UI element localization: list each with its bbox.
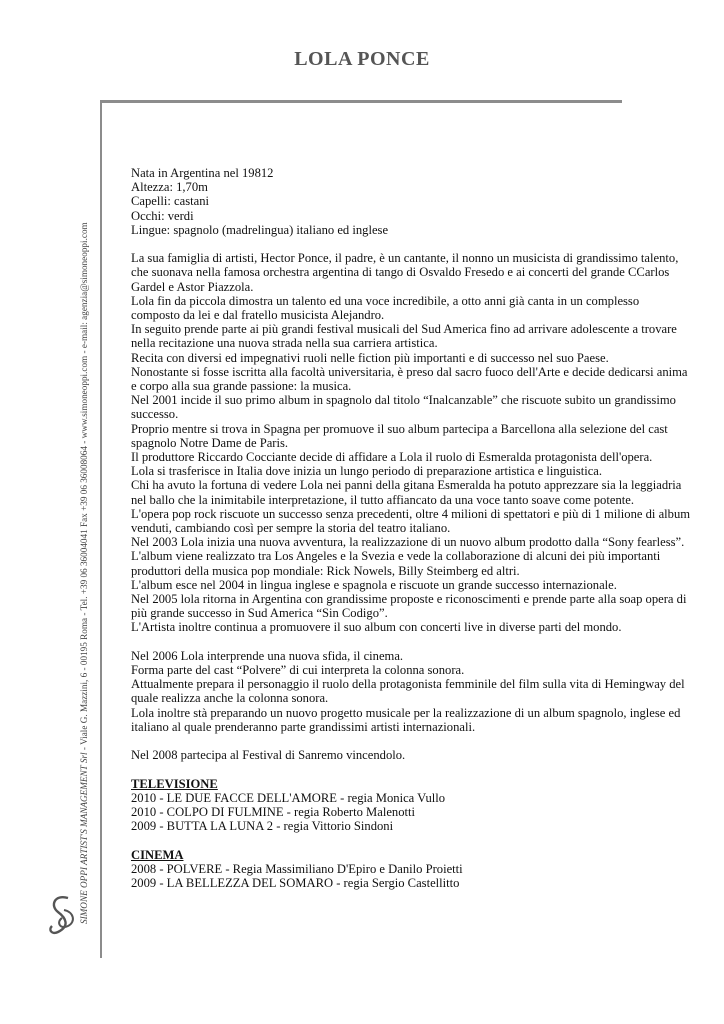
cinema-item: 2009 - LA BELLEZZA DEL SOMARO - regia Sergio Castellitto <box>131 876 460 891</box>
cinema-heading: CINEMA <box>131 847 184 862</box>
television-heading: TELEVISIONE <box>131 776 218 791</box>
bio-paragraph: Recita con diversi ed impegnativi ruoli nelle fiction più importanti e di successo nel suo Paese. <box>131 350 609 365</box>
bio-paragraph: Lola inoltre stà preparando un nuovo progetto musicale per la realizzazione di un album spagnolo, inglese ed italiano al quale prenderanno parte grandissimi artisti internazionali. <box>131 705 681 734</box>
television-item: 2010 - COLPO DI FULMINE - regia Roberto Malenotti <box>131 805 416 820</box>
page-title: LOLA PONCE <box>294 48 430 70</box>
bio-paragraph: Forma parte del cast “Polvere” di cui interpreta la colonna sonora. <box>131 663 465 678</box>
cinema-item: 2008 - POLVERE - Regia Massimiliano D'Epiro e Danilo Proietti <box>131 861 463 876</box>
bio-paragraph: Nonostante si fosse iscritta alla facoltà universitaria, è preso dal sacro fuoco dell'Arte e decide dedicarsi anima e corpo alla sua grande passione: la musica. <box>131 364 688 394</box>
bio-paragraph: In seguito prende parte ai più grandi festival musicali del Sud America fino ad arrivare adolescente a trovare nella recitazione una nuova strada nella sua carriera artistica. <box>131 322 677 351</box>
agency-name: SIMONE OPPI ARTIST'S MANAGEMENT Srl - <box>79 747 89 924</box>
bio-paragraph: Nel 2006 Lola interprende una nuova sfida, il cinema. <box>131 648 404 663</box>
top-divider <box>100 100 622 103</box>
bio-paragraph: Nel 2008 partecipa al Festival di Sanremo vincendolo. <box>131 748 406 763</box>
bio-paragraph: Nel 2001 incide il suo primo album in spagnolo dal titolo “Inalcanzable” che riscuote subito un grandissimo successo. <box>131 393 676 422</box>
bio-paragraph: Il produttore Riccardo Cocciante decide di affidare a Lola il ruolo di Esmeralda protagonista dell'opera. <box>131 450 653 465</box>
bio-paragraph: L'album esce nel 2004 in lingua inglese e spagnola e riscuote un grande successo internazionale. <box>131 577 617 592</box>
bio-paragraph: L'album viene realizzato tra Los Angeles e la Svezia e vede la collaborazione di alcuni dei più importanti produttori della musica pop mondiale: Rick Nowels, Billy Steimberg ed altri. <box>131 549 661 578</box>
bio-paragraph: Attualmente prepara il personaggio il ruolo della protagonista femminile del film sulla vita di Hemingway del quale realizza anche la colonna sonora. <box>131 677 685 706</box>
bio-paragraph: Chi ha avuto la fortuna di vedere Lola nei panni della gitana Esmeralda ha potuto apprezzare sia la leggiadria nel ballo che la inimitabile interpretazione, il tutto affiancato da una voce tanto soave come potente. <box>131 478 682 507</box>
fact-height: Altezza: 1,70m <box>131 180 208 195</box>
fact-hair: Capelli: castani <box>131 194 209 209</box>
bio-content <box>131 166 691 890</box>
bio-paragraph: L'Artista inoltre continua a promuovere il suo album con concerti live in diverse parti del mondo. <box>131 620 622 635</box>
agency-logo-icon <box>44 892 80 936</box>
fact-languages: Lingue: spagnolo (madrelingua) italiano ed inglese <box>131 222 389 237</box>
bio-paragraph: Lola si trasferisce in Italia dove inizia un lungo periodo di preparazione artistica e linguistica. <box>131 464 603 479</box>
fact-eyes: Occhi: verdi <box>131 208 194 223</box>
agency-contact: Viale G. Mazzini, 6 - 00195 Roma - Tel. +39 06 36004041 Fax +39 06 36008064 - www.simoneoppi.com - e-mail: agenzia@simoneoppi.com <box>79 222 89 748</box>
left-divider <box>100 100 102 958</box>
bio-paragraph: Proprio mentre si trova in Spagna per promuove il suo album partecipa a Barcellona alla selezione del cast spagnolo Notre Dame de Paris. <box>131 421 668 450</box>
bio-paragraph: La sua famiglia di artisti, Hector Ponce, il padre, è un cantante, il nonno un musicista di grandissimo talento, che suonava nella famosa orchestra argentina di tango di Osvaldo Fresedo e ai concerti del grande CCarlos Gardel e Astor Piazzola. <box>131 251 679 294</box>
letterhead-sidebar <box>79 222 89 924</box>
bio-paragraph: L'opera pop rock riscuote un successo senza precedenti, oltre 4 milioni di spettatori e più di 1 milione di album venduti, cambiando così per sempre la storia del teatro italiano. <box>131 506 691 536</box>
bio-paragraph: Nel 2005 lola ritorna in Argentina con grandissime proposte e riconoscimenti e prende parte alla soap opera di più grande successo in Sud America “Sin Codigo”. <box>131 592 687 621</box>
television-item: 2009 - BUTTA LA LUNA 2 - regia Vittorio Sindoni <box>131 819 394 834</box>
fact-birth: Nata in Argentina nel 19812 <box>131 166 274 180</box>
bio-paragraph: Lola fin da piccola dimostra un talento ed una voce incredibile, a otto anni già canta in un complesso composto da lei e dal fratello musicista Alejandro. <box>131 293 640 323</box>
bio-paragraph: Nel 2003 Lola inizia una nuova avventura, la realizzazione di un nuovo album prodotto dalla “Sony fearless”. <box>131 535 685 550</box>
television-item: 2010 - LE DUE FACCE DELL'AMORE - regia Monica Vullo <box>131 790 446 805</box>
